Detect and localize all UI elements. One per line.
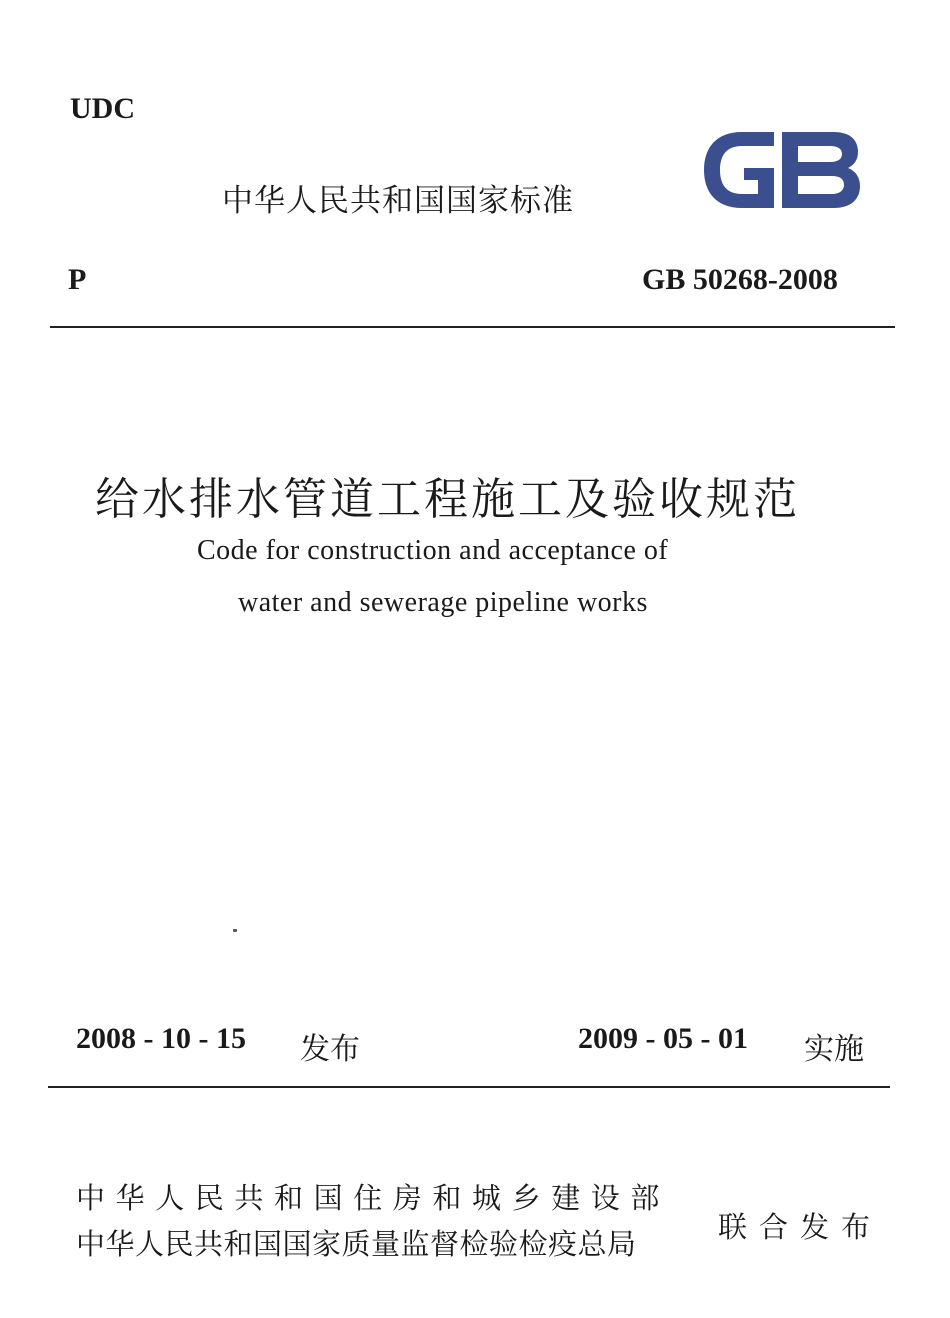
joint-issue-label: 联合发布	[718, 1210, 883, 1244]
effective-label: 实施	[804, 1032, 864, 1067]
effective-date: 2009 - 05 - 01	[578, 1022, 748, 1055]
standard-number: GB 50268-2008	[642, 263, 838, 296]
issue-date: 2008 - 10 - 15	[76, 1022, 246, 1055]
title-english-line2: water and sewerage pipeline works	[238, 587, 648, 618]
issue-label: 发布	[300, 1032, 360, 1067]
top-divider	[50, 326, 895, 328]
title-english-line1: Code for construction and acceptance of	[197, 535, 669, 566]
gb-logo	[698, 128, 864, 212]
udc-label: UDC	[70, 92, 135, 125]
classification-letter: P	[68, 263, 87, 296]
national-standard-heading: 中华人民共和国国家标准	[222, 183, 574, 219]
scan-speck	[233, 929, 237, 932]
title-chinese: 给水排水管道工程施工及验收规范	[95, 474, 800, 525]
issuer-quality-administration: 中华人民共和国国家质量监督检验检疫总局	[76, 1227, 637, 1261]
issuer-ministry: 中华人民共和国住房和城乡建设部	[76, 1181, 671, 1215]
bottom-divider	[48, 1086, 890, 1088]
